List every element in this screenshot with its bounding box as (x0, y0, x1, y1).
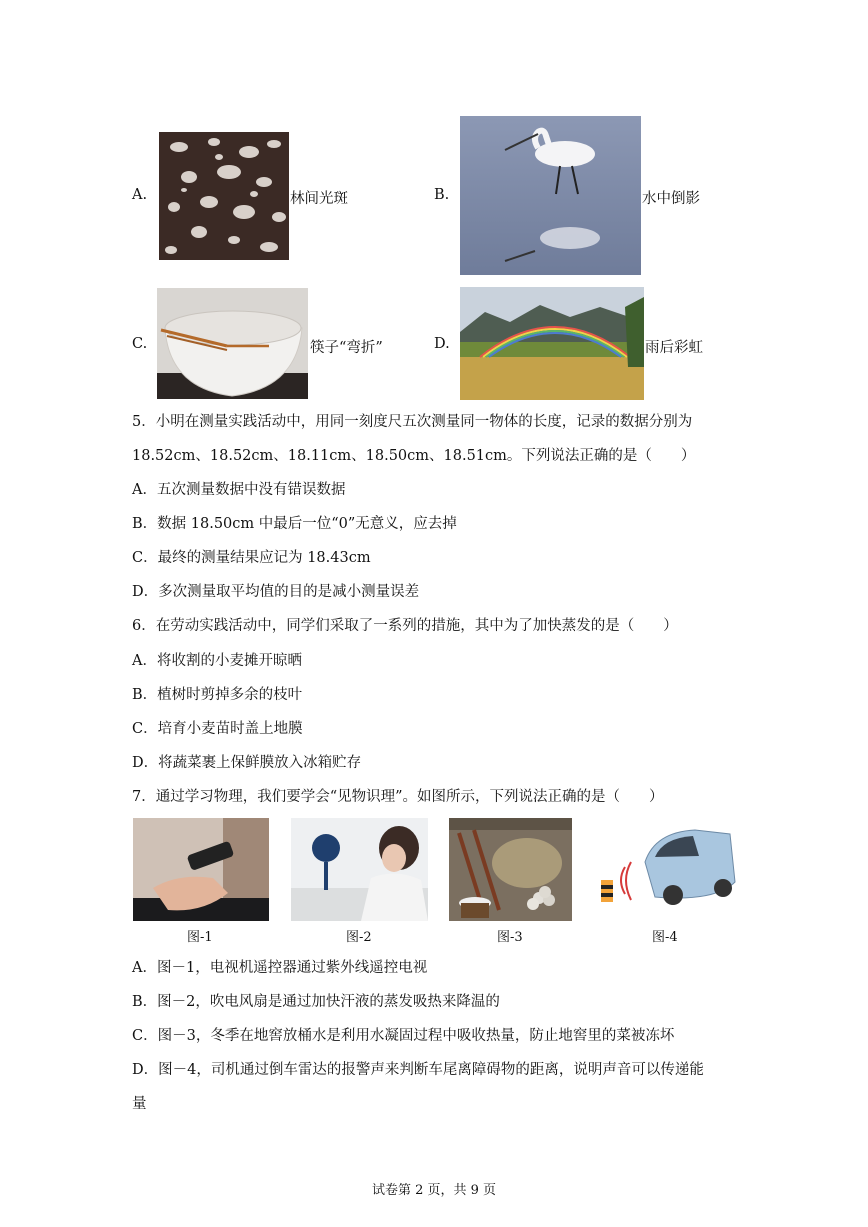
figure-1-caption: 图-1 (187, 930, 213, 945)
page-footer: 试卷第 2 页，共 9 页 (371, 1183, 497, 1198)
option-a-label: 林间光斑 (290, 191, 348, 207)
figure-2-caption: 图-2 (346, 930, 372, 945)
q7-option-a: A．图－1，电视机遥控器通过紫外线遥控电视 (132, 960, 428, 976)
option-d-label: 雨后彩虹 (645, 340, 703, 356)
q5-stem-line2: 18.52cm、18.52cm、18.11cm、18.50cm、18.51cm。下列说法正确的是（ ） (132, 448, 696, 464)
option-b-letter: B. (434, 187, 450, 203)
q7-option-d-continuation: 量 (132, 1096, 147, 1112)
q6-option-d: D．将蔬菜裹上保鲜膜放入冰箱贮存 (132, 755, 362, 771)
option-c-letter: C. (132, 336, 148, 352)
q5-option-d: D．多次测量取平均值的目的是减小测量误差 (132, 584, 420, 600)
q6-option-b: B．植树时剪掉多余的枝叶 (132, 687, 303, 703)
q6-option-c: C．培育小麦苗时盖上地膜 (132, 721, 303, 737)
figure-3-caption: 图-3 (497, 930, 523, 945)
figure-4-caption: 图-4 (652, 930, 678, 945)
photo-rainbow (460, 287, 644, 400)
option-c-label: 筷子“弯折” (310, 340, 383, 356)
option-a-letter: A. (132, 187, 148, 203)
figure-3-cellar-bucket (449, 818, 572, 921)
photo-chopsticks-bowl (157, 288, 308, 399)
q6-stem: 6．在劳动实践活动中，同学们采取了一系列的措施，其中为了加快蒸发的是（ ） (132, 618, 678, 634)
figure-4-parking-radar (595, 822, 737, 917)
q7-option-b: B．图－2，吹电风扇是通过加快汗液的蒸发吸热来降温的 (132, 994, 500, 1010)
q5-stem-line1: 5．小明在测量实践活动中，用同一刻度尺五次测量同一物体的长度，记录的数据分别为 (132, 414, 693, 430)
q5-option-b: B．数据 18.50cm 中最后一位“0”无意义，应去掉 (132, 516, 457, 532)
q7-option-d: D．图－4，司机通过倒车雷达的报警声来判断车尾离障碍物的距离，说明声音可以传递能 (132, 1062, 704, 1078)
q7-option-c: C．图－3，冬季在地窖放桶水是利用水凝固过程中吸收热量，防止地窖里的菜被冻坏 (132, 1028, 675, 1044)
option-d-letter: D. (434, 336, 450, 352)
q6-option-a: A．将收割的小麦摊开晾晒 (132, 653, 302, 669)
photo-forest-light-spots (159, 132, 289, 260)
q7-stem: 7．通过学习物理，我们要学会“见物识理”。如图所示，下列说法正确的是（ ） (132, 789, 664, 805)
photo-egret-reflection (460, 116, 641, 275)
figure-1-remote-control (133, 818, 269, 921)
option-b-label: 水中倒影 (642, 191, 700, 207)
q5-option-c: C．最终的测量结果应记为 18.43cm (132, 550, 371, 566)
q5-option-a: A．五次测量数据中没有错误数据 (132, 482, 346, 498)
figure-2-electric-fan (291, 818, 428, 921)
